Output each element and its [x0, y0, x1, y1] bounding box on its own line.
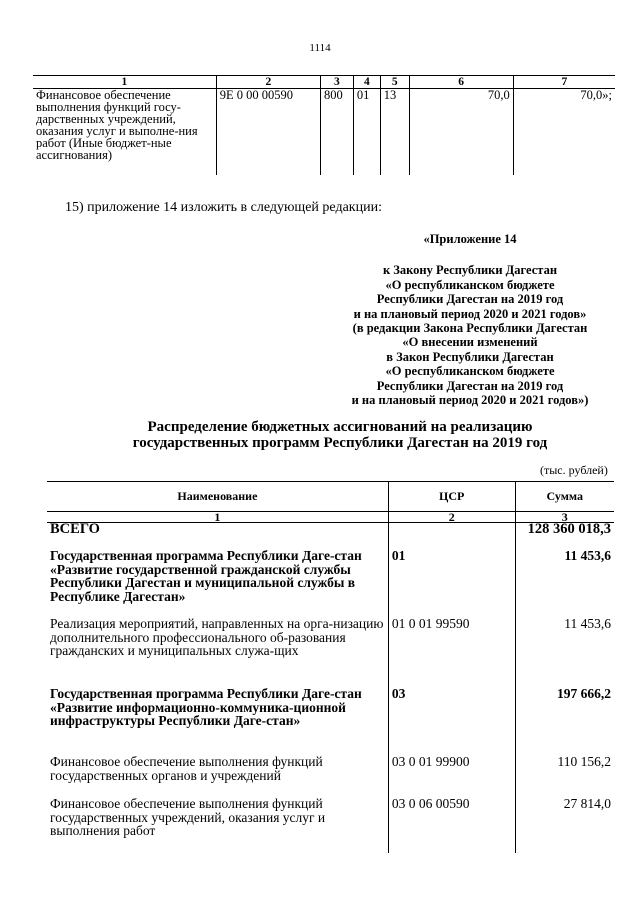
row-c7: 70,0»;	[513, 89, 615, 176]
top-continuation-table	[33, 75, 615, 175]
column-number: 3	[515, 512, 614, 523]
row-sum: 11 453,6	[515, 617, 614, 687]
page-number: 1114	[309, 42, 331, 54]
header-sum: Сумма	[515, 482, 614, 512]
row-csr: 03 0 01 99900	[388, 755, 515, 797]
header-csr: ЦСР	[388, 482, 515, 512]
row-c3: 800	[320, 89, 353, 176]
row-csr: 01	[388, 549, 515, 617]
header-name: Наименование	[47, 482, 388, 512]
row-sum: 110 156,2	[515, 755, 614, 797]
row-c5: 13	[380, 89, 409, 176]
column-number: 5	[380, 76, 409, 89]
row-code: 9Е 0 00 00590	[216, 89, 320, 176]
column-number: 3	[320, 76, 353, 89]
row-name: Финансовое обеспечение выполнения функций государственных органов и учреждений	[50, 754, 323, 783]
row-name: ВСЕГО	[50, 521, 100, 537]
row-c4: 01	[353, 89, 380, 176]
appendix-line: и на плановый период 2020 и 2021 годов»	[353, 306, 587, 321]
appendix-line: в Закон Республики Дагестан	[386, 349, 554, 364]
row-csr: 03 0 06 00590	[388, 797, 515, 853]
row-name: Финансовое обеспечение выполнения функций госу-дарственных учреждений, оказания услуг и выполне-ния работ (Иные бюджет-ные ассигнования)	[36, 88, 198, 162]
column-number: 6	[409, 76, 513, 89]
column-number: 1	[47, 512, 388, 523]
row-c6: 70,0	[409, 89, 513, 176]
row-name: Государственная программа Республики Даге-стан «Развитие информационно-коммуника-ционной инфраструктуры Республики Даге-стан»	[50, 686, 362, 728]
column-number: 1	[33, 76, 216, 89]
paragraph-15: 15) приложение 14 изложить в следующей редакции:	[65, 200, 382, 215]
appendix-line: (в редакции Закона Республики Дагестан	[352, 321, 588, 336]
appendix-line: и на плановый период 2020 и 2021 годов»)	[351, 393, 589, 408]
appendix-line: Республики Дагестан на 2019 год	[376, 292, 564, 307]
row-csr: 01 0 01 99590	[388, 617, 515, 687]
budget-table	[47, 481, 614, 853]
table-header-row	[33, 76, 615, 89]
appendix-block	[300, 232, 640, 407]
column-number: 2	[388, 512, 515, 523]
row-csr	[388, 523, 515, 550]
column-number: 7	[513, 76, 615, 89]
row-name: Государственная программа Республики Даге-стан «Развитие государственной гражданской службы Республики Дагестан и муниципальной службы в Республике Дагестан»	[50, 548, 362, 604]
row-sum: 11 453,6	[515, 549, 614, 617]
table-row	[47, 617, 614, 687]
document-title-line: Распределение бюджетных ассигнований на реализацию	[147, 419, 533, 435]
table-row	[47, 755, 614, 797]
document-title	[0, 419, 640, 451]
appendix-line: «О республиканском бюджете	[385, 277, 555, 292]
row-name: Реализация мероприятий, направленных на орга-низацию дополнительного профессионального об-разования гражданских и муниципальных служа-щих	[50, 616, 384, 658]
row-sum: 197 666,2	[515, 687, 614, 755]
appendix-title: «Приложение 14	[423, 232, 517, 246]
row-sum: 128 360 018,3	[515, 523, 614, 550]
column-number: 2	[216, 76, 320, 89]
column-number: 4	[353, 76, 380, 89]
units-label: (тыс. рублей)	[540, 463, 608, 477]
row-csr: 03	[388, 687, 515, 755]
table-row	[47, 549, 614, 617]
row-name: Финансовое обеспечение выполнения функций государственных учреждений, оказания услуг и выполнения работ	[50, 796, 326, 838]
row-sum: 27 814,0	[515, 797, 614, 853]
appendix-line: «О внесении изменений	[402, 335, 538, 350]
table-header-row	[47, 482, 614, 512]
appendix-line: к Закону Республики Дагестан	[382, 263, 558, 278]
table-row	[47, 687, 614, 755]
appendix-line: «О республиканском бюджете	[385, 364, 555, 379]
table-row	[47, 523, 614, 550]
document-title-line: государственных программ Республики Дагестан на 2019 год	[132, 435, 548, 451]
table-row	[47, 797, 614, 853]
appendix-line: Республики Дагестан на 2019 год	[376, 378, 564, 393]
table-row	[33, 89, 615, 176]
